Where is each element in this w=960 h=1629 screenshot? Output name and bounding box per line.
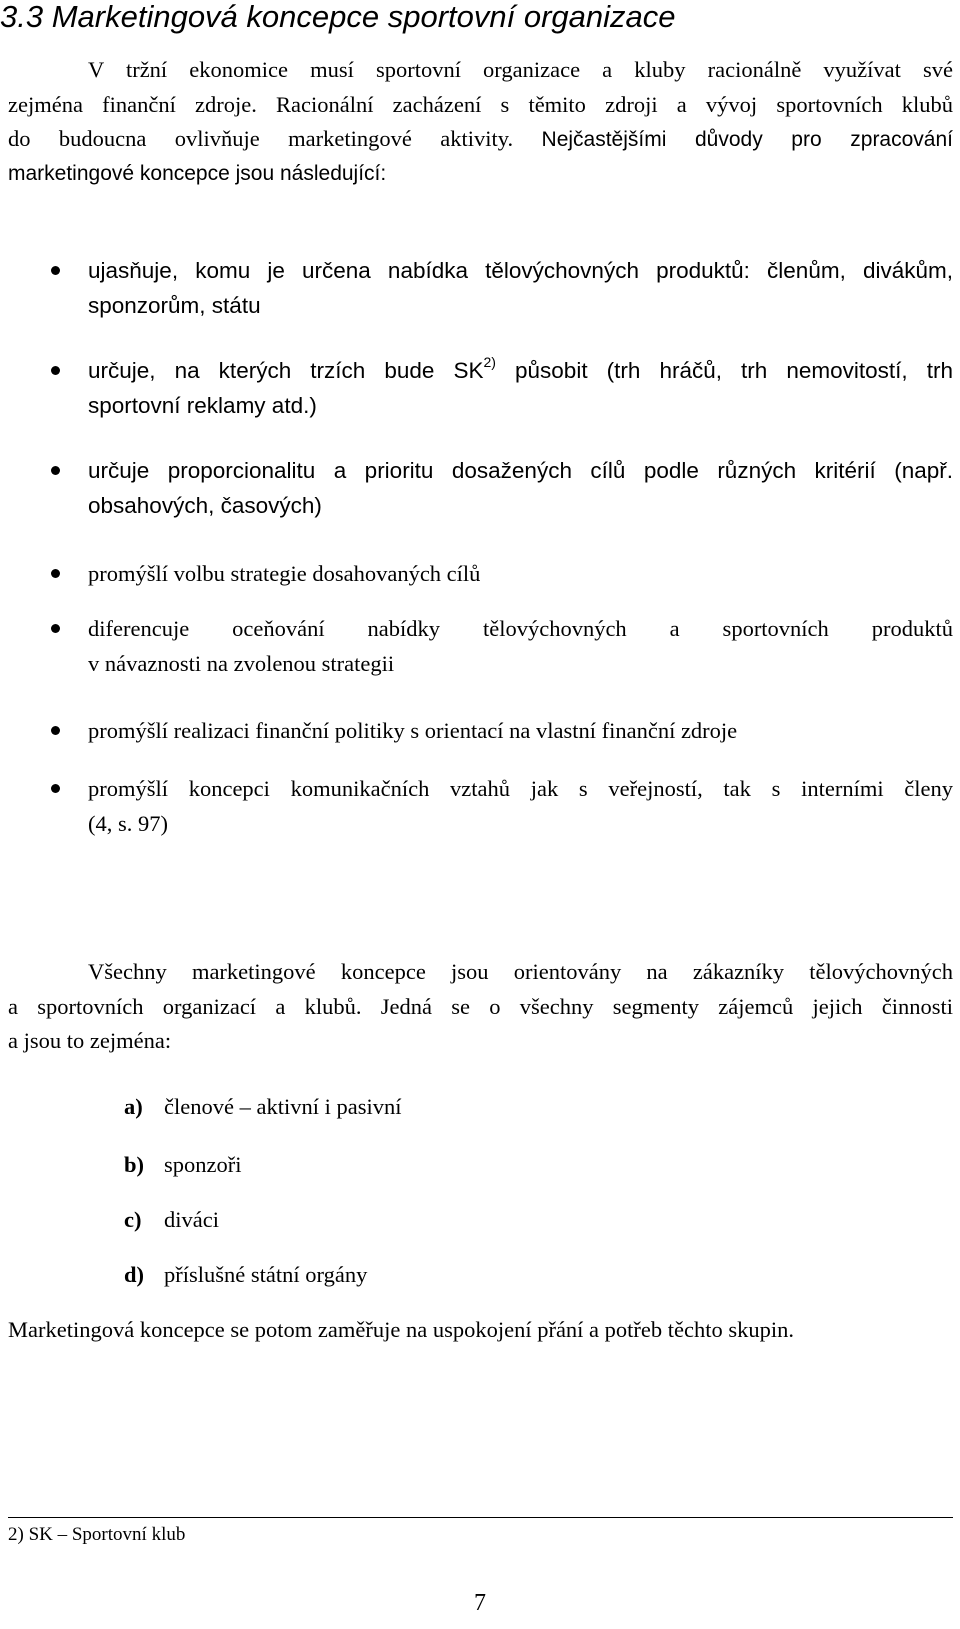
footnote-marker: 2) <box>483 354 496 370</box>
bullet-2-line-2: sportovní reklamy atd.) <box>88 392 317 418</box>
bullet-4-line-1: promýšlí volbu strategie dosahovaných cílů <box>88 561 481 586</box>
intro-line-2: zejména finanční zdroje. Racionální zacházení s těmito zdroji a vývoj sportovních klubů <box>8 91 953 117</box>
segment-text: sponzoři <box>164 1152 242 1177</box>
closing-line: Marketingová koncepce se potom zaměřuje na uspokojení přání a potřeb těchto skupin. <box>8 1317 795 1342</box>
list-item <box>124 1148 242 1183</box>
list-item <box>124 1258 367 1293</box>
segment-label: d) <box>124 1262 145 1287</box>
bullet-dot-icon <box>51 466 60 475</box>
bullet-5-line-2: v návaznosti na zvolenou strategii <box>88 650 395 676</box>
segment-label: b) <box>124 1152 145 1177</box>
customers-paragraph <box>8 955 953 1059</box>
footnote: 2) SK – Sportovní klub <box>8 1524 186 1545</box>
bullet-7-line-1: promýšlí koncepci komunikačních vztahů jak s veřejností, tak s interními členy <box>88 776 953 801</box>
list-item <box>124 1090 401 1125</box>
bullet-3-line-1: určuje proporcionalitu a prioritu dosažených cílů podle různých kritérií (např. <box>88 458 953 483</box>
segment-label: a) <box>124 1094 143 1119</box>
list-item <box>124 1203 219 1238</box>
para2-line-3: a jsou to zejména: <box>8 1028 172 1053</box>
page-number: 7 <box>474 1590 486 1616</box>
bullet-dot-icon <box>51 624 60 633</box>
bullet-2-text-b: působit (trh hráčů, trh nemovitostí, trh <box>515 358 953 383</box>
intro-line-3b: Nejčastějšími důvody pro zpracování <box>541 128 953 151</box>
bullet-dot-icon <box>51 569 60 578</box>
bullet-dot-icon <box>51 366 60 375</box>
bullet-1-line-1: ujasňuje, komu je určena nabídka tělovýchovných produktů: členům, divákům, <box>88 258 953 283</box>
segment-text: diváci <box>164 1207 219 1232</box>
intro-line-3a: do budoucna ovlivňuje marketingové aktivity. <box>8 126 514 151</box>
segment-label: c) <box>124 1207 142 1232</box>
intro-line-3 <box>8 122 953 157</box>
intro-line-4: marketingové koncepce jsou následující: <box>8 161 387 185</box>
bullet-6-line-1: promýšlí realizaci finanční politiky s orientací na vlastní finanční zdroje <box>88 718 738 743</box>
bullet-3-line-2: obsahových, časových) <box>88 492 322 518</box>
bullet-5-line-1: diferencuje oceňování nabídky tělovýchovných a sportovních produktů <box>88 616 953 641</box>
segment-text: členové – aktivní i pasivní <box>164 1094 402 1119</box>
section-heading: 3.3 Marketingová koncepce sportovní organizace <box>0 0 676 34</box>
intro-line-1: V tržní ekonomice musí sportovní organizace a kluby racionálně využívat své <box>88 57 953 82</box>
bullet-dot-icon <box>51 784 60 793</box>
para2-line-1: Všechny marketingové koncepce jsou orientovány na zákazníky tělovýchovných <box>88 959 953 984</box>
bullet-dot-icon <box>51 726 60 735</box>
segment-text: příslušné státní orgány <box>164 1262 368 1287</box>
intro-paragraph <box>8 53 953 191</box>
bullet-dot-icon <box>51 266 60 275</box>
bullet-2-line-1 <box>88 354 953 389</box>
bullet-1-line-2: sponzorům, státu <box>88 292 261 318</box>
bullet-2-text-a: určuje, na kterých trzích bude SK <box>88 358 484 383</box>
bullet-7-line-2: (4, s. 97) <box>88 810 168 836</box>
closing-paragraph <box>8 1313 953 1348</box>
para2-line-2: a sportovních organizací a klubů. Jedná se o všechny segmenty zájemců jejich činnosti <box>8 993 953 1019</box>
